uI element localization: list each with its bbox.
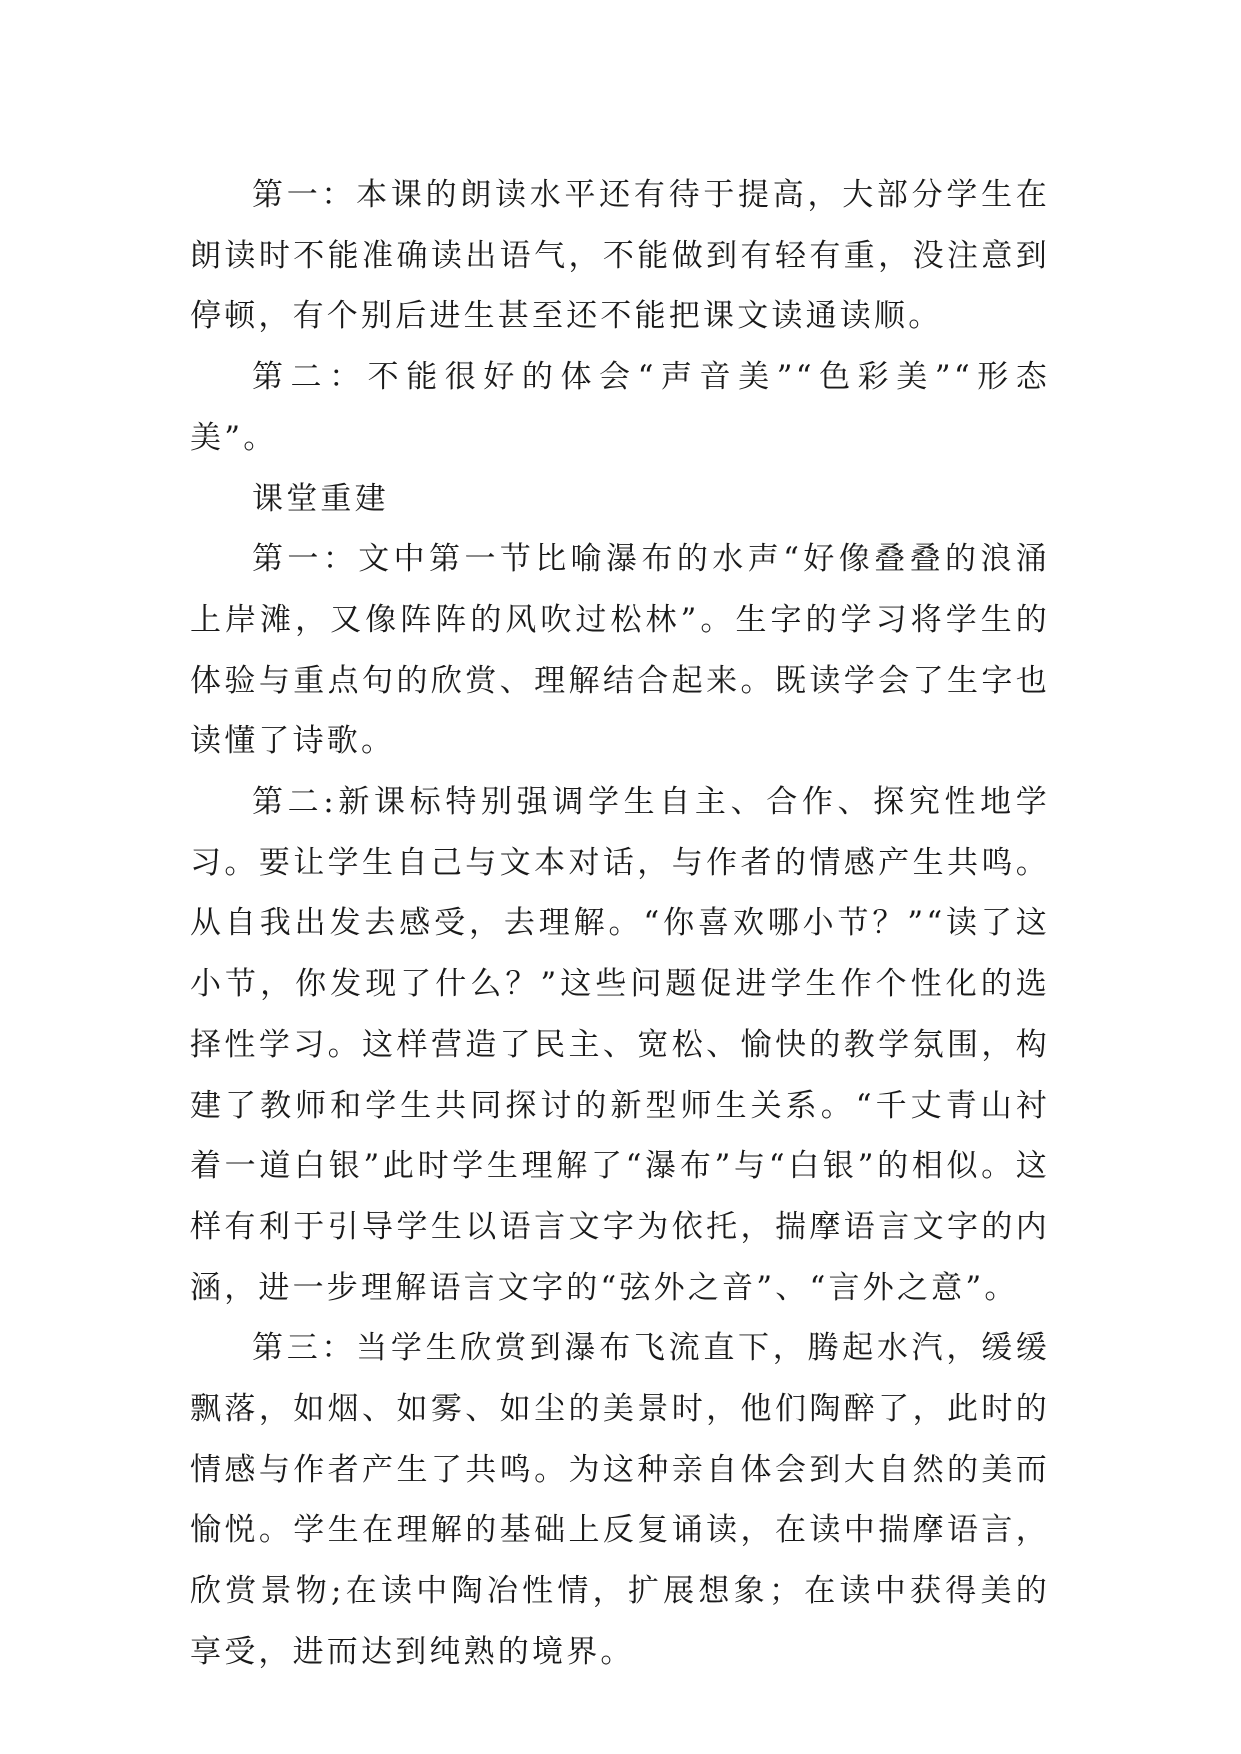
paragraph-rebuild-1: 第一：文中第一节比喻瀑布的水声“好像叠叠的浪涌上岸滩，又像阵阵的风吹过松林”。生字的学习将学生的体验与重点句的欣赏、理解结合起来。既读学会了生字也读懂了诗歌。 bbox=[190, 541, 1050, 760]
paragraph-reflection-2: 第二：不能很好的体会“声音美”“色彩美”“形态美”。 bbox=[190, 359, 1050, 456]
paragraph-rebuild-3: 第三：当学生欣赏到瀑布飞流直下，腾起水汽，缓缓飘落，如烟、如雾、如尘的美景时，他们陶醉了，此时的情感与作者产生了共鸣。为这种亲自体会到大自然的美而愉悦。学生在理解的基础上反复诵读，在读中揣摩语言，欣赏景物;在读中陶冶性情，扩展想象；在读中获得美的享受，进而达到纯熟的境界。 bbox=[190, 1330, 1050, 1670]
document-body bbox=[190, 165, 1050, 1683]
paragraph-rebuild-2: 第二:新课标特别强调学生自主、合作、探究性地学习。要让学生自己与文本对话，与作者的情感产生共鸣。从自我出发去感受，去理解。“你喜欢哪小节？”“读了这小节，你发现了什么？”这些问题促进学生作个性化的选择性学习。这样营造了民主、宽松、愉快的教学氛围，构建了教师和学生共同探讨的新型师生关系。“千丈青山衬着一道白银”此时学生理解了“瀑布”与“白银”的相似。这样有利于引导学生以语言文字为依托，揣摩语言文字的内涵，进一步理解语言文字的“弦外之音”、“言外之意”。 bbox=[190, 784, 1050, 1306]
paragraph-reflection-1: 第一：本课的朗读水平还有待于提高，大部分学生在朗读时不能准确读出语气，不能做到有轻有重，没注意到停顿，有个别后进生甚至还不能把课文读通读顺。 bbox=[190, 177, 1050, 335]
section-heading: 课堂重建 bbox=[252, 480, 389, 517]
